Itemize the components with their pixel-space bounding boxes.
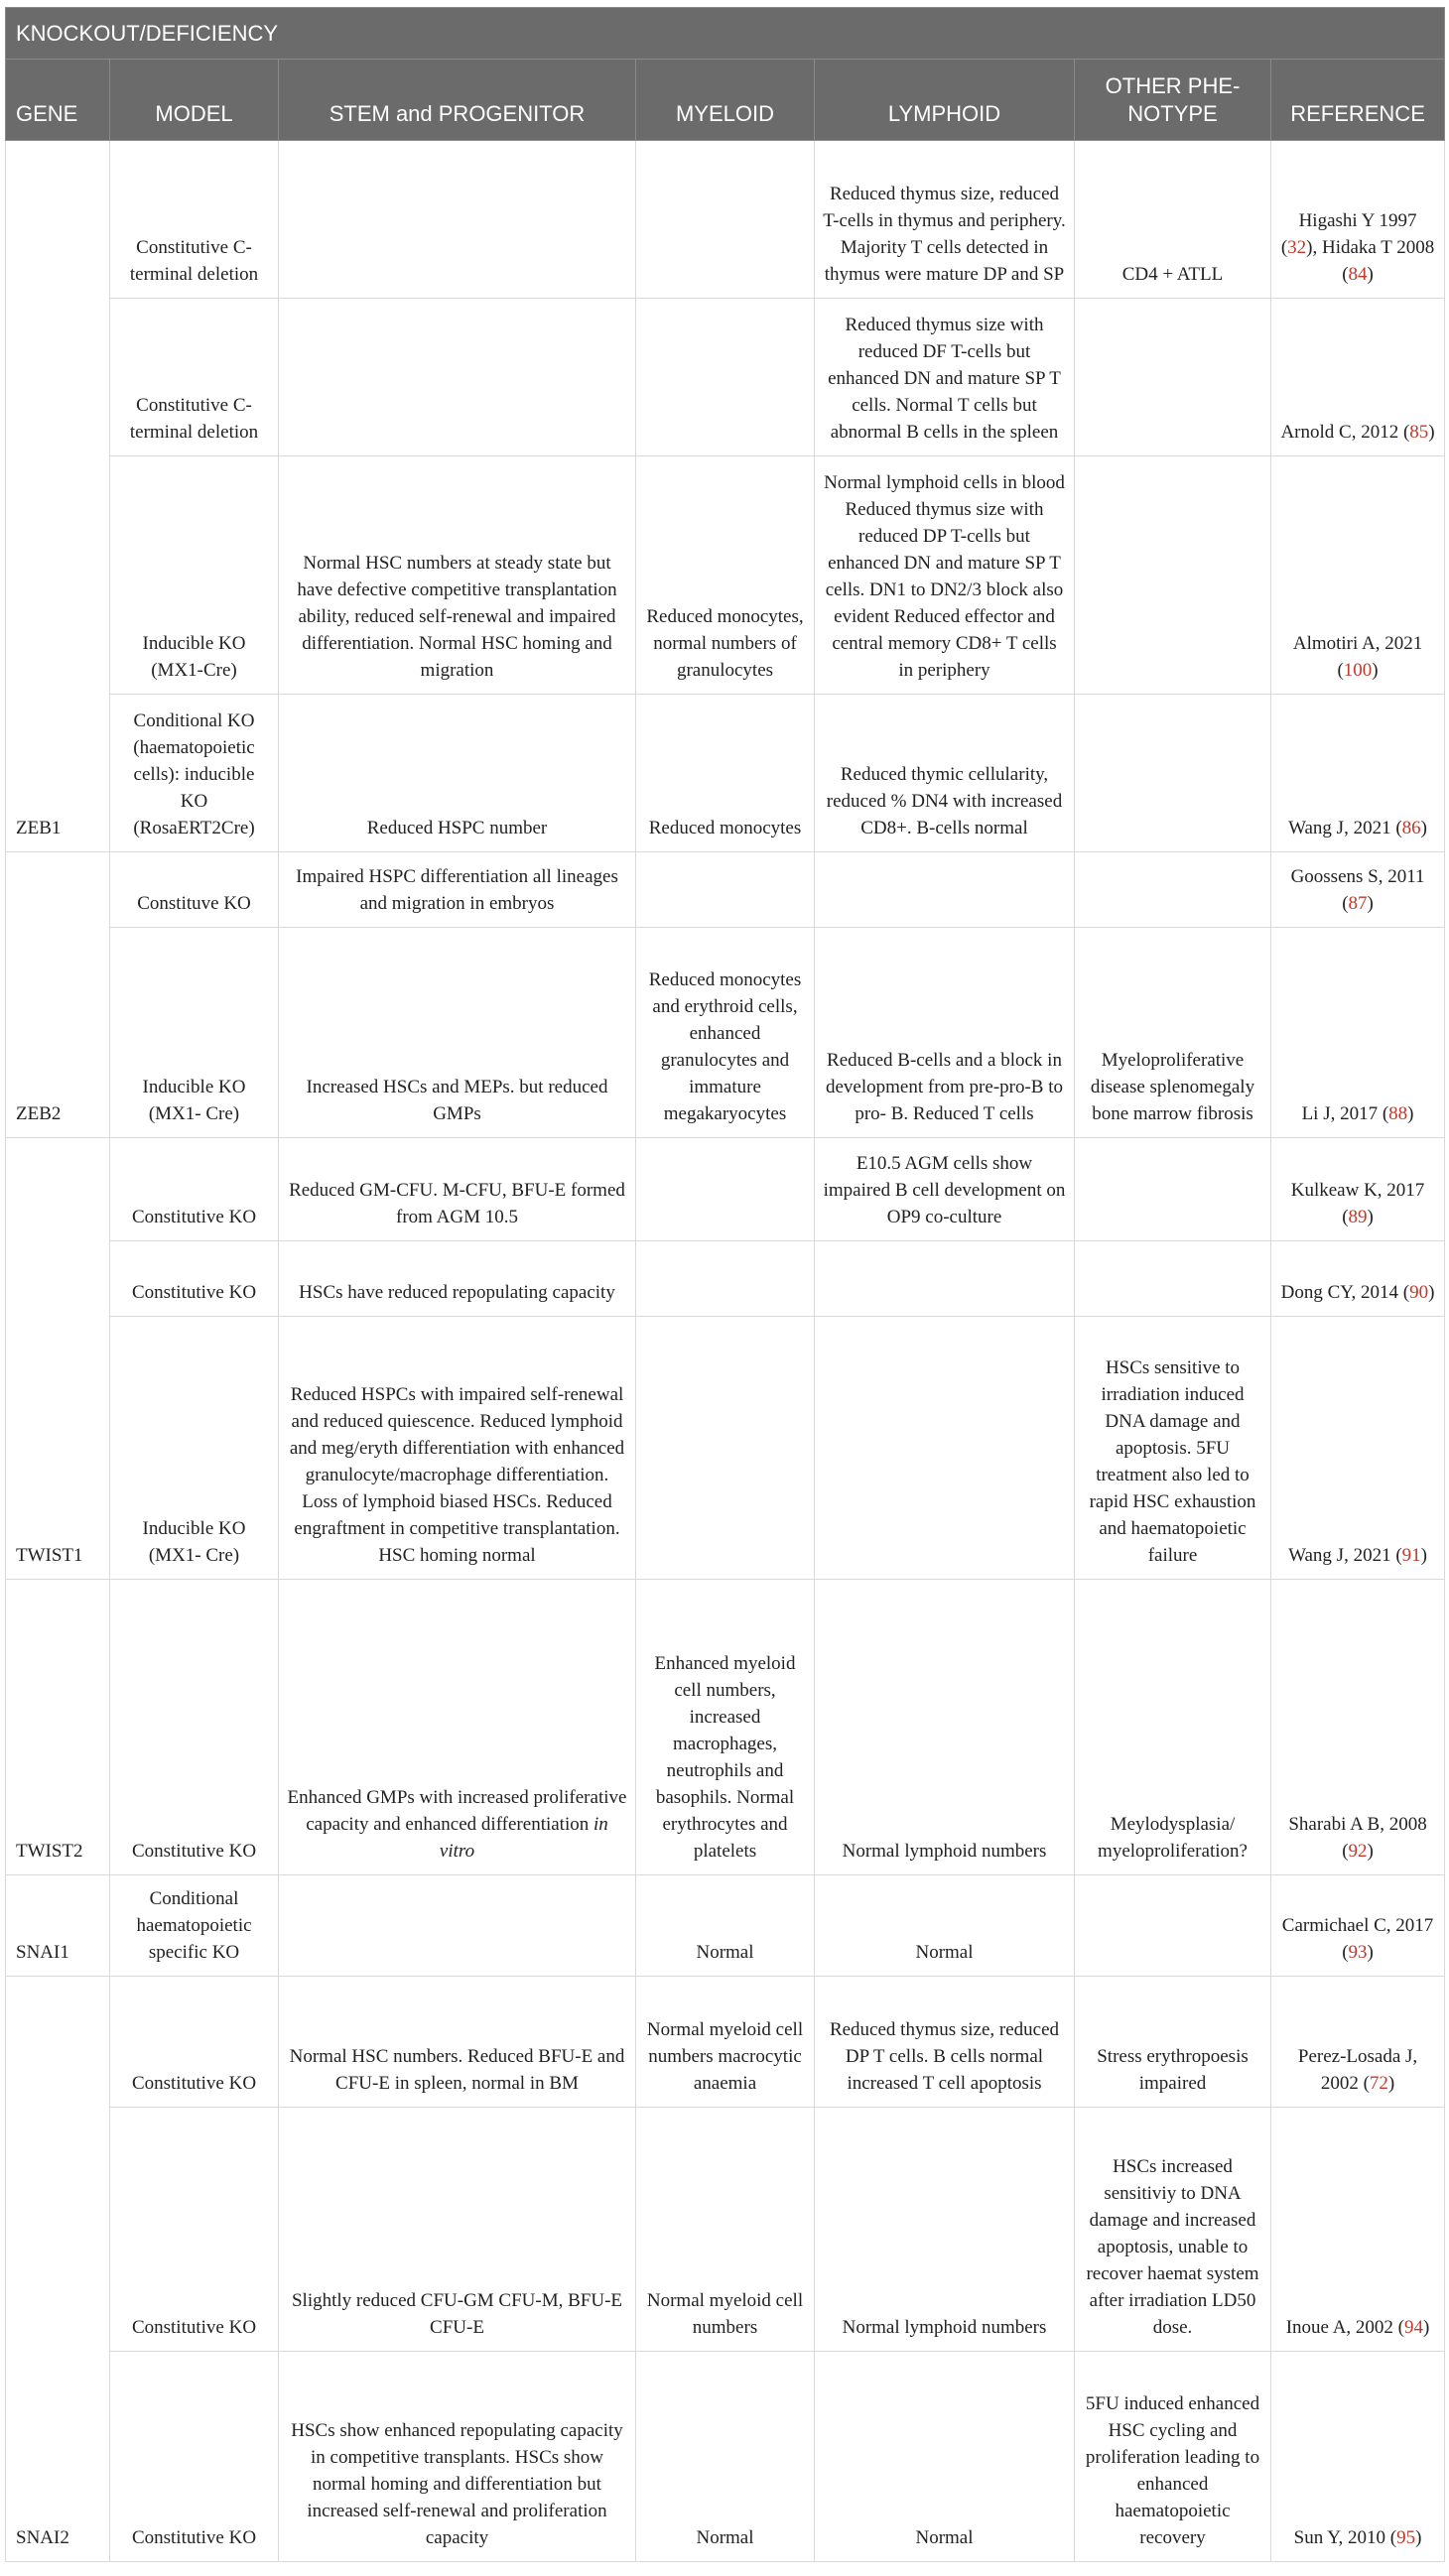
table-row: [6, 1977, 1445, 2108]
reference-text: ): [1423, 2317, 1430, 2338]
other-cell: Myeloproliferative disease splenomegaly bone marrow fibrosis: [1075, 928, 1271, 1138]
other-cell: HSCs sensitive to irradiation induced DNA damage and apoptosis. 5FU treatment also led to rapid HSC exhaustion and haematopoietic failure: [1075, 1317, 1271, 1580]
other-cell: Meylodysplasia/ myeloproliferation?: [1075, 1580, 1271, 1875]
reference-text: ): [1420, 818, 1427, 838]
reference-text: ): [1387, 2073, 1395, 2094]
stem-cell: HSCs have reduced repopulating capacity: [279, 1241, 636, 1317]
table-row: [6, 2108, 1445, 2352]
stem-cell: [279, 141, 636, 299]
model-cell: Constitutive KO: [110, 1977, 279, 2108]
reference-link[interactable]: 88: [1388, 1103, 1408, 1124]
stem-cell: HSCs show enhanced repopulating capacity in competitive transplants. HSCs show normal homing and differentiation but increased self-renewal and proliferation capacity: [279, 2352, 636, 2562]
reference-link[interactable]: 91: [1401, 1545, 1421, 1566]
reference-cell: [1271, 2108, 1445, 2352]
other-cell: 5FU induced enhanced HSC cycling and proliferation leading to enhanced haematopoietic recovery: [1075, 2352, 1271, 2562]
reference-text: ), Hidaka T 2008 (: [1306, 237, 1435, 285]
myeloid-cell: [636, 1138, 815, 1241]
table-row: [6, 1317, 1445, 1580]
myeloid-cell: [636, 141, 815, 299]
table-row: [6, 141, 1445, 299]
reference-text: ): [1367, 1942, 1374, 1963]
reference-cell: [1271, 928, 1445, 1138]
stem-cell: [279, 1580, 636, 1875]
other-cell: Stress erythropoesis impaired: [1075, 1977, 1271, 2108]
other-cell: [1075, 695, 1271, 852]
lymphoid-cell: E10.5 AGM cells show impaired B cell development on OP9 co-culture: [815, 1138, 1075, 1241]
model-cell: Constitutive KO: [110, 1241, 279, 1317]
lymphoid-cell: Normal lymphoid numbers: [815, 1580, 1075, 1875]
lymphoid-cell: Normal: [815, 1875, 1075, 1977]
myeloid-cell: Reduced monocytes, normal numbers of granulocytes: [636, 456, 815, 695]
lymphoid-cell: Reduced thymus size with reduced DF T-cells but enhanced DN and mature SP T cells. Normal T cells but abnormal B cells in the spleen: [815, 299, 1075, 456]
reference-text: ): [1367, 1841, 1374, 1862]
lymphoid-cell: Normal: [815, 2352, 1075, 2562]
reference-link[interactable]: 94: [1404, 2317, 1423, 2338]
lymphoid-cell: [815, 1317, 1075, 1580]
myeloid-cell: Normal myeloid cell numbers macrocytic anaemia: [636, 1977, 815, 2108]
reference-text: ): [1367, 893, 1374, 914]
reference-cell: [1271, 695, 1445, 852]
stem-cell: Increased HSCs and MEPs. but reduced GMPs: [279, 928, 636, 1138]
reference-text: Arnold C, 2012 (: [1280, 422, 1410, 443]
table-caption: KNOCKOUT/DEFICIENCY: [6, 8, 1445, 60]
table-row: [6, 299, 1445, 456]
reference-text: ): [1372, 660, 1379, 681]
lymphoid-cell: Normal lymphoid cells in blood Reduced thymus size with reduced DP T-cells but enhanced DN and mature SP T cells. DN1 to DN2/3 block also evident Reduced effector and central memory CD8+ T cells in periphery: [815, 456, 1075, 695]
other-cell: [1075, 299, 1271, 456]
lymphoid-cell: Reduced B-cells and a block in development from pre-pro-B to pro- B. Reduced T cells: [815, 928, 1075, 1138]
reference-cell: [1271, 1875, 1445, 1977]
reference-cell: [1271, 2352, 1445, 2562]
other-cell: [1075, 1241, 1271, 1317]
myeloid-cell: [636, 299, 815, 456]
table-row: [6, 852, 1445, 928]
reference-link[interactable]: 93: [1348, 1942, 1368, 1963]
model-cell: Constitutive KO: [110, 1580, 279, 1875]
myeloid-cell: [636, 852, 815, 928]
myeloid-cell: Enhanced myeloid cell numbers, increased macrophages, neutrophils and basophils. Normal erythrocytes and platelets: [636, 1580, 815, 1875]
gene-cell: SNAI1: [6, 1875, 110, 1977]
model-cell: Constitutive C-terminal deletion: [110, 141, 279, 299]
header-model: MODEL: [110, 60, 279, 141]
stem-cell: Normal HSC numbers at steady state but have defective competitive transplantation ability, reduced self-renewal and impaired differentiation. Normal HSC homing and migration: [279, 456, 636, 695]
stem-italic-text: in vitro: [439, 1814, 608, 1862]
header-gene: GENE: [6, 60, 110, 141]
knockout-table: [5, 7, 1445, 2562]
model-cell: Inducible KO (MX1- Cre): [110, 928, 279, 1138]
reference-text: Sharabi A B, 2008 (: [1288, 1814, 1427, 1862]
other-cell: [1075, 1138, 1271, 1241]
caption-row: [6, 8, 1445, 60]
lymphoid-cell: [815, 1241, 1075, 1317]
model-cell: Constitutive KO: [110, 1138, 279, 1241]
header-reference: REFERENCE: [1271, 60, 1445, 141]
stem-cell: Reduced HSPCs with impaired self-renewal and reduced quiescence. Reduced lymphoid and meg/eryth differentiation with enhanced granulocyte/macrophage differentiation. Loss of lymphoid biased HSCs. Reduced engraftment in competitive transplantation. HSC homing normal: [279, 1317, 636, 1580]
reference-text: Goossens S, 2011 (: [1290, 866, 1425, 914]
myeloid-cell: Normal: [636, 2352, 815, 2562]
myeloid-cell: Normal: [636, 1875, 815, 1977]
header-other: OTHER PHE-NOTYPE: [1075, 60, 1271, 141]
reference-text: Perez-Losada J, 2002 (: [1297, 2046, 1418, 2094]
model-cell: Conditional KO (haematopoietic cells): inducible KO (RosaERT2Cre): [110, 695, 279, 852]
reference-link[interactable]: 86: [1401, 818, 1421, 838]
reference-link[interactable]: 87: [1348, 893, 1368, 914]
table-row: [6, 695, 1445, 852]
reference-link[interactable]: 90: [1409, 1282, 1429, 1303]
stem-cell: Slightly reduced CFU-GM CFU-M, BFU-E CFU-E: [279, 2108, 636, 2352]
table-row: [6, 1138, 1445, 1241]
table-row: [6, 2352, 1445, 2562]
table-row: [6, 928, 1445, 1138]
reference-link[interactable]: 100: [1343, 660, 1373, 681]
model-cell: Constitutive KO: [110, 2108, 279, 2352]
reference-text: Dong CY, 2014 (: [1280, 1282, 1410, 1303]
other-cell: [1075, 1875, 1271, 1977]
gene-cell: TWIST2: [6, 1580, 110, 1875]
reference-text: Wang J, 2021 (: [1288, 1545, 1402, 1566]
reference-cell: [1271, 1317, 1445, 1580]
reference-link[interactable]: 85: [1409, 422, 1429, 443]
reference-text: ): [1415, 2527, 1422, 2548]
header-row: [6, 60, 1445, 141]
table-row: [6, 1241, 1445, 1317]
stem-cell: [279, 1875, 636, 1977]
reference-text: ): [1428, 422, 1435, 443]
reference-cell: [1271, 852, 1445, 928]
other-cell: [1075, 456, 1271, 695]
stem-cell: [279, 299, 636, 456]
reference-cell: [1271, 1138, 1445, 1241]
reference-cell: [1271, 1241, 1445, 1317]
stem-cell: Reduced HSPC number: [279, 695, 636, 852]
lymphoid-cell: Normal lymphoid numbers: [815, 2108, 1075, 2352]
table-row: [6, 456, 1445, 695]
reference-cell: [1271, 1580, 1445, 1875]
stem-cell: Normal HSC numbers. Reduced BFU-E and CFU-E in spleen, normal in BM: [279, 1977, 636, 2108]
myeloid-cell: Reduced monocytes and erythroid cells, enhanced granulocytes and immature megakaryocytes: [636, 928, 815, 1138]
reference-link[interactable]: 89: [1348, 1207, 1368, 1227]
stem-cell: Impaired HSPC differentiation all lineages and migration in embryos: [279, 852, 636, 928]
myeloid-cell: Reduced monocytes: [636, 695, 815, 852]
model-cell: Constitutive C-terminal deletion: [110, 299, 279, 456]
gene-cell: ZEB1: [6, 141, 110, 852]
header-myeloid: MYELOID: [636, 60, 815, 141]
header-stem: STEM and PROGENITOR: [279, 60, 636, 141]
reference-text: ): [1420, 1545, 1427, 1566]
reference-text: ): [1367, 1207, 1374, 1227]
other-cell: [1075, 852, 1271, 928]
reference-text: Carmichael C, 2017 (: [1281, 1915, 1434, 1963]
header-lymphoid: LYMPHOID: [815, 60, 1075, 141]
reference-link[interactable]: 95: [1396, 2527, 1416, 2548]
lymphoid-cell: Reduced thymic cellularity, reduced % DN4 with increased CD8+. B-cells normal: [815, 695, 1075, 852]
model-cell: Inducible KO (MX1-Cre): [110, 456, 279, 695]
reference-link[interactable]: 32: [1287, 237, 1307, 258]
reference-text: Almotiri A, 2021 (: [1292, 633, 1423, 681]
reference-link[interactable]: 72: [1369, 2073, 1388, 2094]
stem-cell: Reduced GM-CFU. M-CFU, BFU-E formed from AGM 10.5: [279, 1138, 636, 1241]
myeloid-cell: [636, 1317, 815, 1580]
reference-text: Wang J, 2021 (: [1288, 818, 1402, 838]
reference-cell: [1271, 456, 1445, 695]
myeloid-cell: [636, 1241, 815, 1317]
lymphoid-cell: Reduced thymus size, reduced T-cells in thymus and periphery. Majority T cells detected in thymus were mature DP and SP: [815, 141, 1075, 299]
model-cell: Inducible KO (MX1- Cre): [110, 1317, 279, 1580]
lymphoid-cell: [815, 852, 1075, 928]
table-row: [6, 1580, 1445, 1875]
myeloid-cell: Normal myeloid cell numbers: [636, 2108, 815, 2352]
reference-text: Kulkeaw K, 2017 (: [1290, 1180, 1425, 1227]
other-cell: CD4 + ATLL: [1075, 141, 1271, 299]
model-cell: Conditional haematopoietic specific KO: [110, 1875, 279, 1977]
reference-cell: [1271, 1977, 1445, 2108]
reference-link[interactable]: 92: [1348, 1841, 1368, 1862]
reference-text: ): [1367, 264, 1374, 285]
reference-cell: [1271, 141, 1445, 299]
other-cell: HSCs increased sensitiviy to DNA damage and increased apoptosis, unable to recover haemat system after irradiation LD50 dose.: [1075, 2108, 1271, 2352]
reference-text: ): [1428, 1282, 1435, 1303]
reference-text: Sun Y, 2010 (: [1293, 2527, 1397, 2548]
model-cell: Constitutive KO: [110, 2352, 279, 2562]
reference-text: Inoue A, 2002 (: [1285, 2317, 1404, 2338]
reference-link[interactable]: 84: [1348, 264, 1368, 285]
gene-cell: ZEB2: [6, 852, 110, 1138]
reference-cell: [1271, 299, 1445, 456]
table-container: [5, 7, 1444, 2562]
model-cell: Constituve KO: [110, 852, 279, 928]
reference-text: Higashi Y 1997 (: [1280, 210, 1417, 258]
stem-text: Enhanced GMPs with increased proliferative capacity and enhanced differentiation: [287, 1787, 627, 1835]
lymphoid-cell: Reduced thymus size, reduced DP T cells. B cells normal increased T cell apoptosis: [815, 1977, 1075, 2108]
table-row: [6, 1875, 1445, 1977]
reference-text: Li J, 2017 (: [1301, 1103, 1389, 1124]
reference-text: ): [1407, 1103, 1414, 1124]
gene-cell: SNAI2: [6, 1977, 110, 2562]
gene-cell: TWIST1: [6, 1138, 110, 1580]
